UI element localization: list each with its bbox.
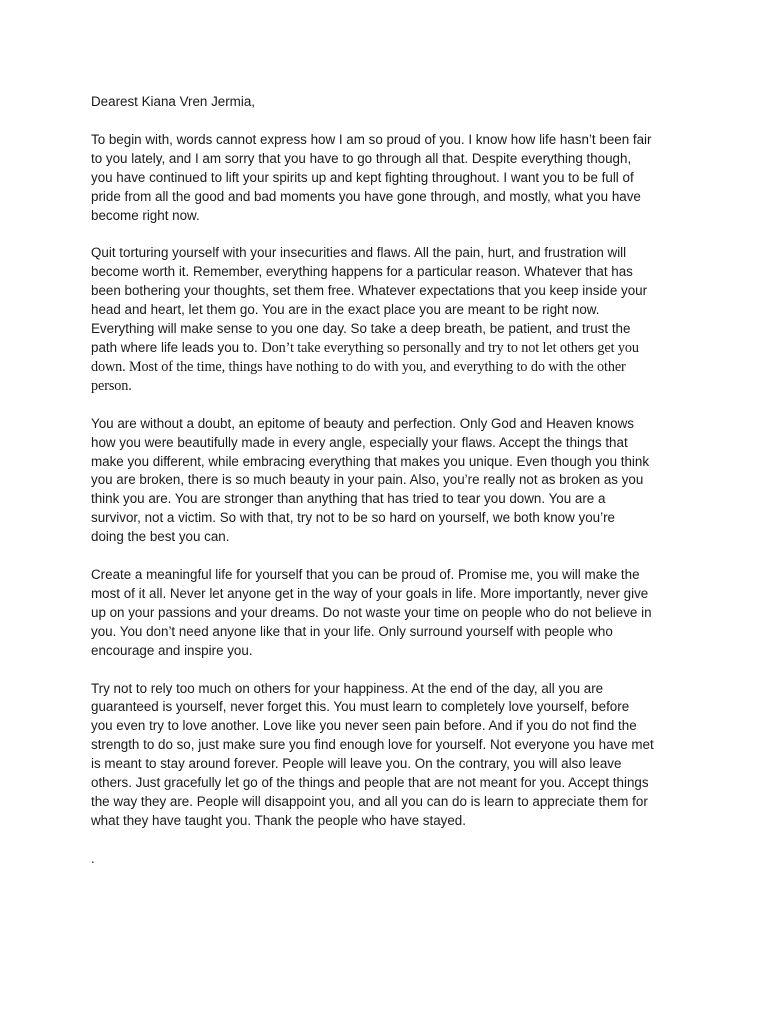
paragraph-line: encourage and inspire you. [91,642,253,658]
paragraph-1 [91,131,681,226]
paragraph-line: To begin with, words cannot express how I am so proud of you. I know how life hasn’t been fair [91,131,652,147]
paragraph-segment-serif: Don’t take everything so personally and try to not let others get you [261,339,639,356]
trailing-period: . [91,850,95,866]
paragraph-line: been bothering your thoughts, set them free. Whatever expectations that you keep inside your [91,283,648,299]
paragraph-line: what they have taught you. Thank the people who have stayed. [91,812,466,828]
paragraph-line: is meant to stay around forever. People will leave you. On the contrary, you will also leave [91,756,622,772]
paragraph-line: doing the best you can. [91,529,230,545]
paragraph-line: become worth it. Remember, everything happens for a particular reason. Whatever that has [91,264,633,280]
paragraph-line: You are without a doubt, an epitome of beauty and perfection. Only God and Heaven knows [91,415,634,431]
paragraph-line: pride from all the good and bad moments you have gone through, and mostly, what you have [91,188,641,204]
paragraph-gap [91,831,681,850]
paragraph-line: Create a meaningful life for yourself that you can be proud of. Promise me, you will make the [91,567,640,583]
paragraph-line: guaranteed is yourself, never forget this. You must learn to completely love yourself, before [91,699,630,715]
paragraph-2 [91,244,681,395]
paragraph-gap [91,661,681,680]
paragraph-line: how you were beautifully made in every angle, especially your flaws. Accept the things that [91,434,628,450]
paragraph-line: strength to do so, just make sure you find enough love for yourself. Not everyone you have met [91,737,654,753]
paragraph-line: Quit torturing yourself with your insecurities and flaws. All the pain, hurt, and frustration will [91,245,627,261]
paragraph-gap [91,225,681,244]
paragraph-gap [91,396,681,415]
paragraph-line: head and heart, let them go. You are in the exact place you are meant to be right now. [91,302,600,318]
paragraph-line: you are broken, there is so much beauty in your pain. Also, you’re really not as broken as you [91,472,644,488]
paragraph-line: most of it all. Never let anyone get in the way of your goals in life. More importantly, never give [91,585,649,601]
paragraph-line: you. You don’t need anyone like that in your life. Only surround yourself with people who [91,623,613,639]
paragraph-segment-sans: path where life leads you to. [91,339,262,355]
salutation: Dearest Kiana Vren Jermia, [91,94,255,109]
paragraph-line: Everything will make sense to you one day. So take a deep breath, be patient, and trust the [91,321,631,337]
paragraph-line: you have continued to lift your spirits up and kept fighting throughout. I want you to be full of [91,169,634,185]
letter-body [91,93,681,869]
paragraph-line: to you lately, and I am sorry that you have to go through all that. Despite everything though, [91,150,632,166]
paragraph-line: you even try to love another. Love like you never seen pain before. And if you do not find the [91,718,637,734]
paragraph-gap [91,112,681,131]
paragraph-line-mixed [91,339,681,358]
paragraph-line: the way they are. People will disappoint you, and all you can do is learn to appreciate them for [91,794,648,809]
paragraph-line: Try not to rely too much on others for your happiness. At the end of the day, all you are [91,680,604,696]
paragraph-line: think you are. You are stronger than anything that has tried to tear you down. You are a [91,491,606,507]
paragraph-line: become right now. [91,207,200,223]
paragraph-gap [91,547,681,566]
paragraph-4 [91,566,681,661]
paragraph-line: others. Just gracefully let go of the things and people that are not meant for you. Accept things [91,775,649,791]
paragraph-line-serif: person. [91,377,132,394]
paragraph-line: up on your passions and your dreams. Do not waste your time on people who do not believe in [91,604,652,620]
paragraph-line: survivor, not a victim. So with that, try not to be so hard on yourself, we both know you’re [91,510,615,526]
paragraph-3 [91,415,681,547]
paragraph-line: make you different, while embracing everything that makes you unique. Even though you think [91,453,650,469]
paragraph-line-serif: down. Most of the time, things have nothing to do with you, and everything to do with the other [91,358,626,375]
paragraph-5 [91,680,681,831]
